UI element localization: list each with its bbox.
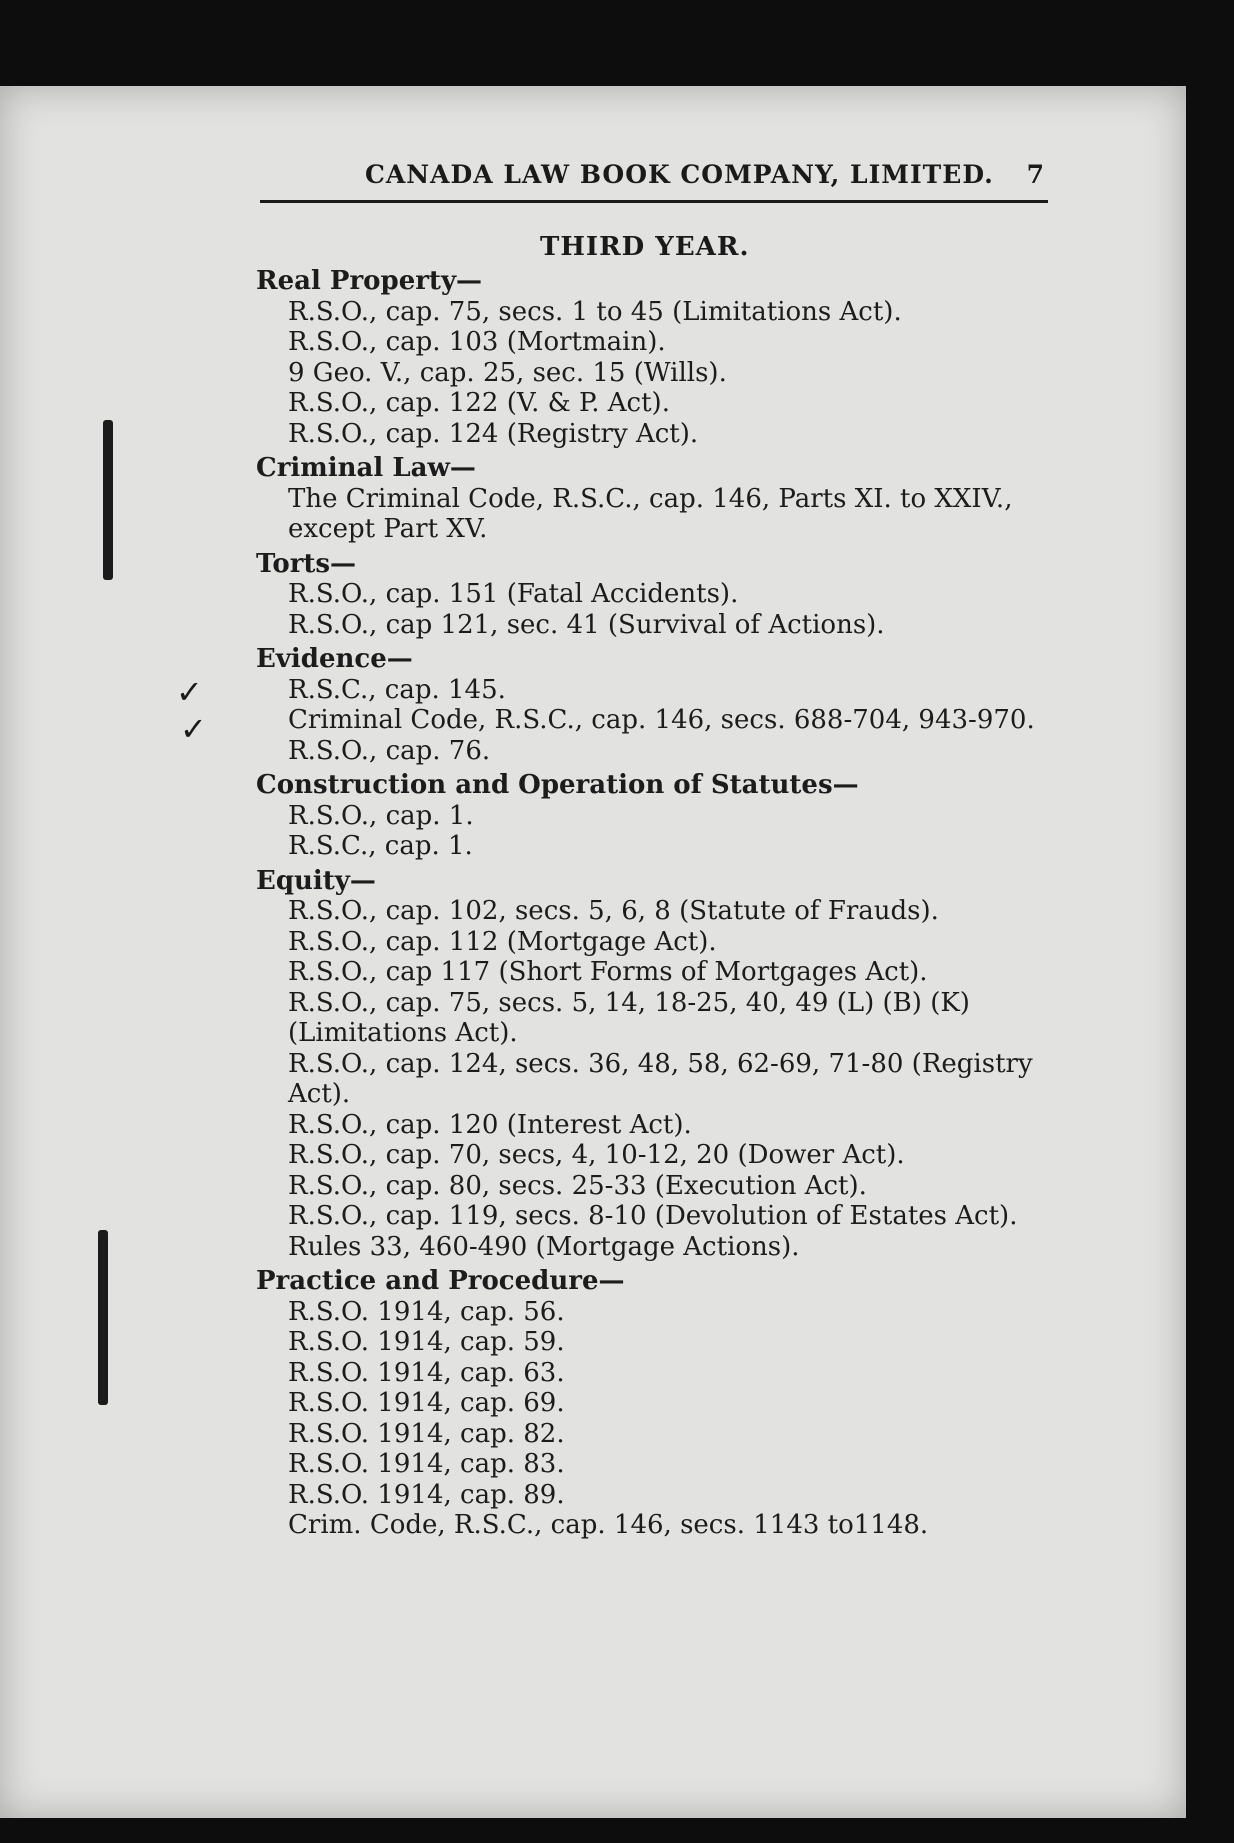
statute-reference: R.S.C., cap. 1.: [288, 831, 473, 861]
statute-reference: R.S.O. 1914, cap. 63.: [288, 1357, 565, 1388]
statute-reference: R.S.O. 1914, cap. 82.: [288, 1418, 565, 1449]
statute-reference: R.S.O. 1914, cap. 56.: [288, 1296, 565, 1327]
section-heading: Real Property—: [256, 266, 483, 296]
section: [256, 644, 1056, 766]
statute-reference: R.S.O., cap. 80, secs. 25-33 (Execution Act).: [288, 1170, 867, 1201]
section: [256, 549, 1056, 641]
statute-reference: R.S.O., cap. 122 (V. & P. Act).: [288, 388, 670, 418]
tick-mark-icon: ✓: [180, 710, 207, 748]
statute-reference: R.S.O., cap. 1.: [288, 800, 474, 831]
statute-reference: R.S.O., cap. 102, secs. 5, 6, 8 (Statute of Frauds).: [288, 896, 939, 926]
section: [256, 453, 1056, 545]
statute-reference: R.S.O., cap. 124 (Registry Act).: [288, 418, 699, 449]
statute-reference: R.S.O. 1914, cap. 83.: [288, 1449, 565, 1479]
margin-bar-mark: [98, 1230, 108, 1405]
header-title: CANADA LAW BOOK COMPANY, LIMITED.: [365, 160, 994, 189]
statute-reference: The Criminal Code, R.S.C., cap. 146, Parts XI. to XXIV., except Part XV.: [288, 483, 1013, 544]
margin-bar-mark: [103, 420, 113, 580]
statute-reference: R.S.O., cap. 76.: [288, 735, 491, 766]
statute-reference: R.S.C., cap. 145.: [288, 674, 506, 705]
section-heading: Equity—: [256, 865, 376, 896]
statute-reference: R.S.O., cap 121, sec. 41 (Survival of Actions).: [288, 609, 885, 640]
statute-reference: Rules 33, 460-490 (Mortgage Actions).: [288, 1231, 800, 1262]
tick-mark-icon: ✓: [176, 673, 203, 711]
page-header: [260, 160, 1048, 203]
statute-reference: R.S.O. 1914, cap. 59.: [288, 1327, 565, 1357]
section: [256, 1266, 1056, 1541]
statute-reference: R.S.O., cap. 75, secs. 5, 14, 18-25, 40, 49 (L) (B) (K) (Limitations Act).: [288, 987, 970, 1048]
year-heading: THIRD YEAR.: [540, 232, 750, 262]
section-heading: Practice and Procedure—: [256, 1266, 625, 1296]
section-heading: Torts—: [256, 548, 357, 579]
statute-reference: R.S.O., cap. 75, secs. 1 to 45 (Limitations Act).: [288, 296, 902, 327]
statute-reference: R.S.O., cap. 124, secs. 36, 48, 58, 62-69, 71-80 (Registry Act).: [288, 1048, 1033, 1109]
section-heading: Evidence—: [256, 644, 413, 674]
statute-reference: R.S.O. 1914, cap. 69.: [288, 1388, 565, 1418]
statute-reference: R.S.O., cap. 120 (Interest Act).: [288, 1109, 692, 1140]
document-body: [256, 262, 1056, 1541]
section: [256, 266, 1056, 449]
section: [256, 866, 1056, 1263]
page-number: 7: [1026, 160, 1044, 189]
statute-reference: R.S.O., cap. 70, secs, 4, 10-12, 20 (Dower Act).: [288, 1140, 905, 1170]
statute-reference: R.S.O., cap. 103 (Mortmain).: [288, 327, 666, 357]
statute-reference: Crim. Code, R.S.C., cap. 146, secs. 1143 to1148.: [288, 1510, 929, 1540]
statute-reference: R.S.O., cap 117 (Short Forms of Mortgages Act).: [288, 957, 928, 987]
statute-reference: R.S.O., cap. 112 (Mortgage Act).: [288, 926, 717, 957]
section-heading: Construction and Operation of Statutes—: [256, 770, 859, 800]
statute-reference: R.S.O., cap. 119, secs. 8-10 (Devolution of Estates Act).: [288, 1201, 1018, 1231]
statute-reference: 9 Geo. V., cap. 25, sec. 15 (Wills).: [288, 357, 727, 388]
section-heading: Criminal Law—: [256, 453, 476, 483]
statute-reference: R.S.O. 1914, cap. 89.: [288, 1479, 565, 1510]
statute-reference: Criminal Code, R.S.C., cap. 146, secs. 688-704, 943-970.: [288, 705, 1035, 735]
section: [256, 770, 1056, 862]
statute-reference: R.S.O., cap. 151 (Fatal Accidents).: [288, 579, 739, 609]
